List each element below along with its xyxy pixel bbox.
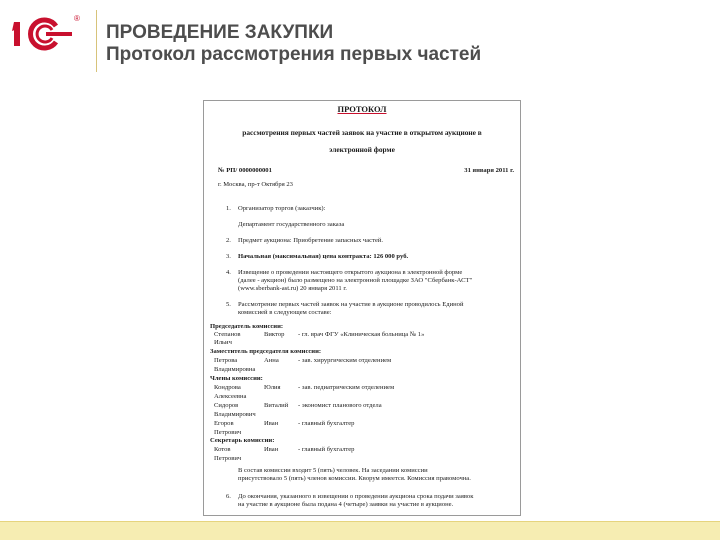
doc-heading-line2: электронной форме — [329, 145, 395, 154]
member-first-name: Анна — [264, 357, 279, 364]
quorum-note-line: присутствовало 5 (пять) членов комиссии. Кворум имеется. Комиссия правомочна. — [238, 475, 471, 482]
member-first-name: Виталий — [264, 402, 289, 409]
item-number: 5. — [226, 301, 231, 308]
item-number: 4. — [226, 269, 231, 276]
doc-heading-line1: рассмотрения первых частей заявок на участие в открытом аукционе в — [242, 128, 482, 137]
commission-role: Члены комиссии: — [210, 375, 263, 382]
member-first-name: Юлия — [264, 384, 281, 391]
doc-city: г. Москва, пр-т Октября 23 — [218, 181, 293, 188]
item-line: на участие в аукционе была подана 4 (четыре) заявки на участие в аукционе. — [238, 501, 454, 508]
item-number: 2. — [226, 237, 231, 244]
member-desc: - экономист планового отдела — [298, 402, 382, 409]
item-number: 1. — [226, 205, 231, 212]
quorum-note-line: В состав комиссии входит 5 (пять) человек. На заседании комиссии — [238, 467, 428, 474]
member-patronymic: Владимировна — [214, 366, 256, 373]
item-line: До окончания, указанного в извещении о проведении аукциона срока подачи заявок — [238, 493, 474, 500]
member-desc: - зав. хирургическим отделением — [298, 357, 392, 364]
item-number: 6. — [226, 493, 231, 500]
item-line: Извещение о проведении настоящего открытого аукциона в электронной форме — [238, 269, 463, 276]
member-desc-text: гл. врач ФГУ «Клиническая больница № 1» — [301, 331, 425, 338]
member-name: Котов — [214, 446, 231, 453]
member-patronymic: Петрович — [214, 455, 242, 462]
member-desc: - гл. врач ФГУ «Клиническая больница № 1» — [298, 331, 425, 338]
member-name: Сидоров — [214, 402, 239, 409]
registered-mark: ® — [74, 14, 80, 23]
doc-number: № РП/ 0000000001 — [218, 167, 272, 174]
item-line: (www.sberbank-ast.ru) 20 января 2011 г. — [238, 285, 347, 292]
member-name: Кондрова — [214, 384, 241, 391]
member-desc: - главный бухгалтер — [298, 446, 355, 453]
item-line: комиссией в следующем составе: — [238, 309, 332, 316]
member-name: Степанов — [214, 331, 241, 338]
member-desc-text: экономист планового отдела — [301, 402, 382, 409]
item-line: Рассмотрение первых частей заявок на участие в аукционе проводилось Единой — [238, 301, 464, 308]
commission-role: Заместитель председателя комиссии: — [210, 348, 322, 355]
member-desc-text: зав. хирургическим отделением — [301, 357, 392, 364]
1c-logo — [12, 14, 74, 54]
item-line: Департамент государственного заказа — [238, 221, 345, 228]
footer-band — [0, 521, 720, 540]
page-subtitle: Протокол рассмотрения первых частей — [106, 44, 482, 65]
member-desc-text: зав. педиатрическим отделением — [301, 384, 395, 391]
member-patronymic: Ильич — [214, 339, 232, 346]
doc-title: ПРОТОКОЛ — [337, 104, 387, 114]
protocol-document — [203, 100, 521, 516]
member-first-name: Иван — [264, 420, 279, 427]
member-desc: - зав. педиатрическим отделением — [298, 384, 395, 391]
page-title: ПРОВЕДЕНИЕ ЗАКУПКИ — [106, 22, 334, 43]
member-desc-text: главный бухгалтер — [301, 420, 355, 427]
member-name: Егоров — [214, 420, 234, 427]
item-line: Организатор торгов (заказчик): — [238, 205, 326, 212]
commission-role: Председатель комиссии: — [210, 323, 284, 330]
member-desc: - главный бухгалтер — [298, 420, 355, 427]
item-number: 3. — [226, 253, 231, 260]
member-first-name: Виктор — [264, 331, 285, 338]
member-first-name: Иван — [264, 446, 279, 453]
member-patronymic: Владимирович — [214, 411, 256, 418]
footer-line — [0, 521, 720, 522]
member-patronymic: Петрович — [214, 429, 242, 436]
item-line: Начальная (максимальная) цена контракта: 126 000 руб. — [238, 253, 409, 260]
member-name: Петрова — [214, 357, 238, 364]
commission-role: Секретарь комиссии: — [210, 437, 275, 444]
header-divider — [96, 10, 97, 72]
member-patronymic: Алексеевна — [214, 393, 247, 400]
item-line: (далее - аукцион) было размещено на электронной площадке ЗАО "Сбербанк-АСТ" — [238, 277, 473, 284]
doc-date: 31 января 2011 г. — [464, 167, 514, 174]
item-line: Предмет аукциона: Приобретение запасных частей. — [238, 237, 384, 244]
member-desc-text: главный бухгалтер — [301, 446, 355, 453]
